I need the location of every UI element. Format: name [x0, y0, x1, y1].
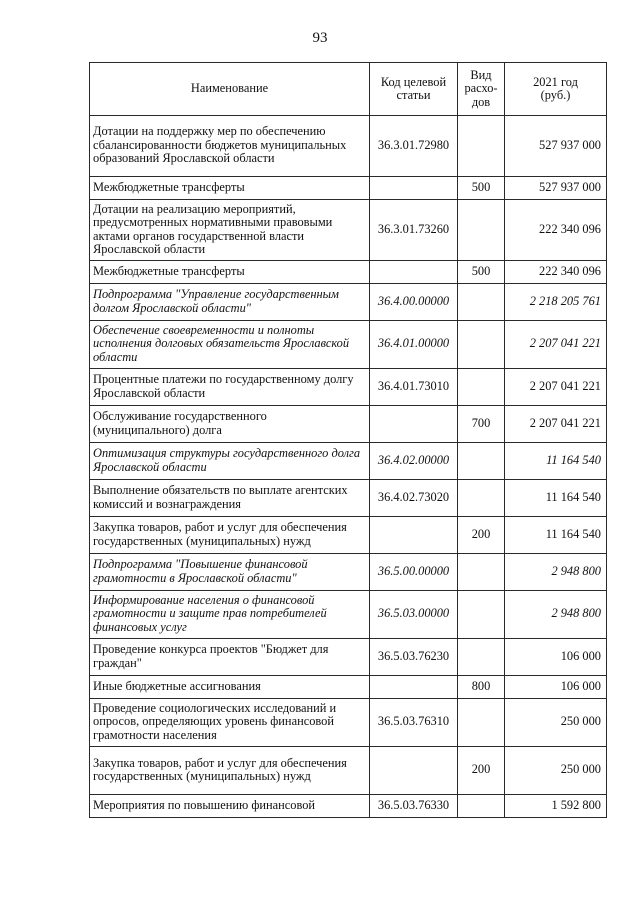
row-amount: 2 207 041 221 — [505, 406, 607, 443]
row-amount: 2 207 041 221 — [505, 321, 607, 369]
row-code — [370, 517, 458, 554]
row-amount: 11 164 540 — [505, 517, 607, 554]
row-expense-type: 800 — [458, 676, 505, 699]
row-name: Обеспечение своевременности и полноты исполнения долговых обязательств Ярославской области — [90, 321, 370, 369]
row-expense-type: 200 — [458, 747, 505, 795]
row-name: Закупка товаров, работ и услуг для обеспечения государственных (муниципальных) нужд — [90, 517, 370, 554]
table-row — [90, 369, 607, 406]
row-code: 36.4.01.73010 — [370, 369, 458, 406]
row-code: 36.4.01.00000 — [370, 321, 458, 369]
row-amount: 527 937 000 — [505, 177, 607, 200]
table-row — [90, 443, 607, 480]
row-name: Проведение социологических исследований и опросов, определяющих уровень финансовой грамотности населения — [90, 699, 370, 747]
table-row — [90, 177, 607, 200]
row-expense-type: 200 — [458, 517, 505, 554]
row-amount: 106 000 — [505, 639, 607, 676]
header-code: Код целевой статьи — [370, 63, 458, 116]
row-name: Межбюджетные трансферты — [90, 261, 370, 284]
row-code: 36.3.01.72980 — [370, 116, 458, 177]
row-name: Проведение конкурса проектов "Бюджет для граждан" — [90, 639, 370, 676]
row-name: Подпрограмма "Управление государственным долгом Ярославской области" — [90, 284, 370, 321]
table-row — [90, 480, 607, 517]
row-name: Информирование населения о финансовой грамотности и защите прав потребителей финансовых услуг — [90, 591, 370, 639]
row-amount: 2 207 041 221 — [505, 369, 607, 406]
row-expense-type — [458, 795, 505, 818]
row-expense-type — [458, 321, 505, 369]
row-code: 36.3.01.73260 — [370, 200, 458, 261]
table-row — [90, 747, 607, 795]
row-name: Выполнение обязательств по выплате агентских комиссий и вознаграждения — [90, 480, 370, 517]
row-amount: 106 000 — [505, 676, 607, 699]
row-expense-type — [458, 480, 505, 517]
row-amount: 2 948 800 — [505, 591, 607, 639]
row-amount: 250 000 — [505, 747, 607, 795]
row-name: Межбюджетные трансферты — [90, 177, 370, 200]
table-row — [90, 517, 607, 554]
row-code — [370, 177, 458, 200]
row-code — [370, 676, 458, 699]
row-name: Процентные платежи по государственному долгу Ярославской области — [90, 369, 370, 406]
row-amount: 1 592 800 — [505, 795, 607, 818]
row-code — [370, 747, 458, 795]
row-amount: 222 340 096 — [505, 200, 607, 261]
header-expense-type: Вид расхо- дов — [458, 63, 505, 116]
table-row — [90, 795, 607, 818]
table-header-row — [90, 63, 607, 116]
row-expense-type — [458, 284, 505, 321]
row-expense-type — [458, 639, 505, 676]
row-amount: 222 340 096 — [505, 261, 607, 284]
header-amount: 2021 год (руб.) — [505, 63, 607, 116]
budget-table — [89, 62, 607, 818]
row-code: 36.4.00.00000 — [370, 284, 458, 321]
row-amount: 2 948 800 — [505, 554, 607, 591]
row-expense-type: 700 — [458, 406, 505, 443]
row-code: 36.5.03.76330 — [370, 795, 458, 818]
row-amount: 11 164 540 — [505, 443, 607, 480]
row-amount: 2 218 205 761 — [505, 284, 607, 321]
row-amount: 527 937 000 — [505, 116, 607, 177]
table-row — [90, 591, 607, 639]
table-row — [90, 676, 607, 699]
row-name: Дотации на реализацию мероприятий, предусмотренных нормативными правовыми актами органов государственной власти Ярославской области — [90, 200, 370, 261]
row-expense-type — [458, 591, 505, 639]
row-expense-type: 500 — [458, 177, 505, 200]
row-code: 36.4.02.73020 — [370, 480, 458, 517]
row-name: Оптимизация структуры государственного долга Ярославской области — [90, 443, 370, 480]
table-row — [90, 261, 607, 284]
table-row — [90, 554, 607, 591]
table-row — [90, 200, 607, 261]
table-row — [90, 639, 607, 676]
table-row — [90, 699, 607, 747]
row-name: Мероприятия по повышению финансовой — [90, 795, 370, 818]
row-expense-type — [458, 699, 505, 747]
row-amount: 11 164 540 — [505, 480, 607, 517]
table-row — [90, 321, 607, 369]
table-row — [90, 284, 607, 321]
row-name: Подпрограмма "Повышение финансовой грамотности в Ярославской области" — [90, 554, 370, 591]
row-code: 36.5.00.00000 — [370, 554, 458, 591]
table-row — [90, 406, 607, 443]
header-name: Наименование — [90, 63, 370, 116]
row-code: 36.4.02.00000 — [370, 443, 458, 480]
row-name: Иные бюджетные ассигнования — [90, 676, 370, 699]
row-name: Дотации на поддержку мер по обеспечению сбалансированности бюджетов муниципальных образований Ярославской области — [90, 116, 370, 177]
row-code: 36.5.03.76230 — [370, 639, 458, 676]
row-expense-type — [458, 200, 505, 261]
row-code: 36.5.03.76310 — [370, 699, 458, 747]
row-expense-type — [458, 116, 505, 177]
row-expense-type — [458, 554, 505, 591]
row-expense-type — [458, 443, 505, 480]
row-code — [370, 406, 458, 443]
page-number: 93 — [312, 30, 328, 46]
row-amount: 250 000 — [505, 699, 607, 747]
row-name: Закупка товаров, работ и услуг для обеспечения государственных (муниципальных) нужд — [90, 747, 370, 795]
row-code: 36.5.03.00000 — [370, 591, 458, 639]
row-expense-type: 500 — [458, 261, 505, 284]
row-name: Обслуживание государственного (муниципального) долга — [90, 406, 370, 443]
row-code — [370, 261, 458, 284]
row-expense-type — [458, 369, 505, 406]
table-row — [90, 116, 607, 177]
